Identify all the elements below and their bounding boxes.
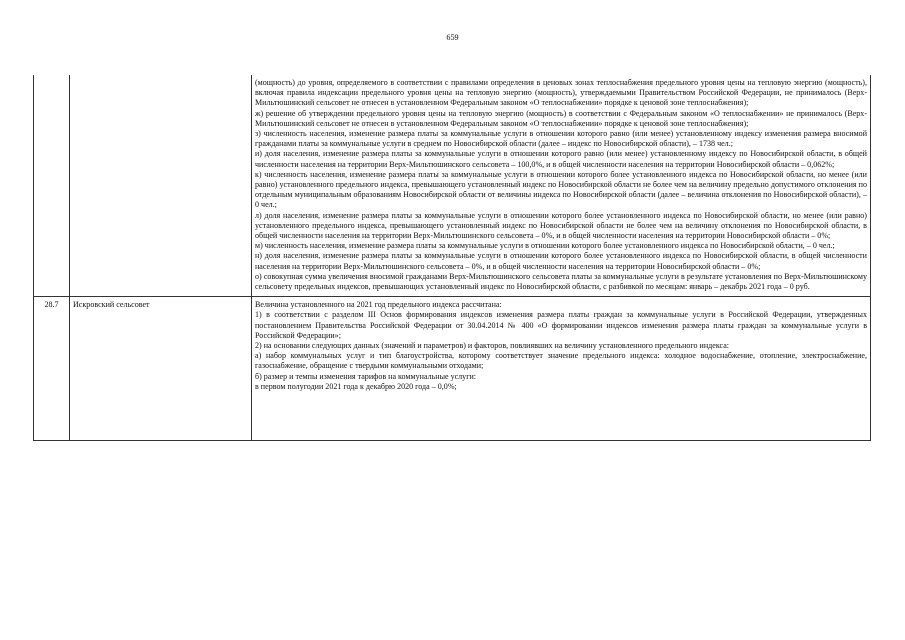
paragraph: Величина установленного на 2021 год предельного индекса рассчитана: bbox=[255, 300, 502, 310]
row-number-cell: 28.7 bbox=[34, 297, 70, 441]
paragraph: и) доля населения, изменение размера платы за коммунальные услуги в отношении которого равно (или менее) установленному индексу по Новосибирской области, в общей численности населения на территории Верх-Мильтюшинского сельсовета – 100,0%, и в общей численности населения на территории Новосибирской области – 0,062%; bbox=[255, 149, 867, 169]
paragraph: б) размер и темпы изменения тарифов на коммунальные услуги: bbox=[255, 371, 477, 381]
paragraph: л) доля населения, изменение размера платы за коммунальные услуги в отношении которого более установленного индекса по Новосибирской области, но менее (или равно) установленного предельного индекса, превышающего установленный индекс по Новосибирской области не более чем на величину отклонения по Новосибирской области, в общей численности населения на территории Верх-Мильтюшинского сельсовета – 0%, и в общей численности населения на территории Новосибирской области – 0%; bbox=[255, 210, 867, 241]
page-number: 659 bbox=[446, 33, 459, 42]
paragraph: 1) в соответствии с разделом III Основ формирования индексов изменения размера платы граждан за коммунальные услуги в Российской Федерации, утвержденных постановлением Правительства Российской Федерации от 30.04.2014 № 400 «О формировании индексов изменения размера платы граждан за коммунальные услуги в Российской Федерации»; bbox=[255, 310, 867, 340]
row-name-cell: Искровский сельсовет bbox=[70, 297, 252, 441]
document-table bbox=[33, 75, 871, 441]
paragraph: м) численность населения, изменение размера платы за коммунальные услуги в отношении которого более установленного индекса по Новосибирской области, – 0 чел.; bbox=[255, 241, 835, 251]
row-number-cell bbox=[34, 75, 70, 297]
row-name-cell bbox=[70, 75, 252, 297]
paragraph: к) численность населения, изменение размера платы за коммунальные услуги в отношении которого более установленного индекса по Новосибирской области, но менее (или равно) установленного предельного индекса, превышающего установленный индекс по Новосибирской области не более чем на величину предельно допустимого отклонения по отдельным муниципальным образованиям Новосибирской области от величины индекса по Новосибирской области (далее – величина отклонения по Новосибирской области), – 0 чел.; bbox=[255, 169, 867, 210]
paragraph: о) совокупная сумма увеличения вносимой гражданами Верх-Мильтюшинского сельсовета платы за коммунальные услуги в результате установления по Верх-Мильтюшинскому сельсовету предельных индексов, превышающих установленный индекс по Новосибирской области, с разбивкой по месяцам: январь – декабрь 2021 года – 0 руб. bbox=[255, 271, 867, 292]
table-row bbox=[34, 75, 871, 297]
paragraph: ж) решение об утверждении предельного уровня цены на тепловую энергию (мощность) в соответствии с Федеральным законом «О теплоснабжении» не принималось (Верх-Мильтюшинский сельсовет не отнесен в установленном Федеральным законом «О теплоснабжении» порядке к ценовой зоне теплоснабжения); bbox=[255, 108, 867, 128]
table-row bbox=[34, 297, 871, 441]
paragraph: н) доля населения, изменение размера платы за коммунальные услуги в отношении которого более установленного индекса по Новосибирской области, в общей численности населения на территории Верх-Мильтюшинского сельсовета – 0%, и в общей численности населения на территории Новосибирской области – 0%; bbox=[255, 251, 867, 271]
paragraph: (мощность) до уровня, определяемого в соответствии с правилами определения в ценовых зонах теплоснабжения предельного уровня цены на тепловую энергию (мощность), включая правила индексации предельного уровня цены на тепловую энергию (мощность), утверждаемыми Правительством Российской Федерации, не принималось (Верх-Мильтюшинский сельсовет не отнесен в установленном Федеральным законом «О теплоснабжении» порядке к ценовой зоне теплоснабжения); bbox=[255, 78, 867, 108]
paragraph: в первом полугодии 2021 года к декабрю 2020 года – 0,0%; bbox=[255, 381, 457, 391]
paragraph: з) численность населения, изменение размера платы за коммунальные услуги в отношении которого равно (или менее) установленному индексу изменения размера вносимой гражданами платы за коммунальные услуги в среднем по Новосибирской области (далее – индекс по Новосибирской области), – 1738 чел.; bbox=[255, 129, 867, 149]
row-body-cell bbox=[252, 297, 871, 441]
paragraph: 2) на основании следующих данных (значений и параметров) и факторов, повлиявших на величину установленного предельного индекса: bbox=[255, 341, 729, 351]
row-body-cell bbox=[252, 75, 871, 297]
paragraph: а) набор коммунальных услуг и тип благоустройства, которому соответствует значение предельного индекса: холодное водоснабжение, отопление, электроснабжение, газоснабжение, обращение с твердыми коммунальными отходами; bbox=[255, 351, 867, 371]
